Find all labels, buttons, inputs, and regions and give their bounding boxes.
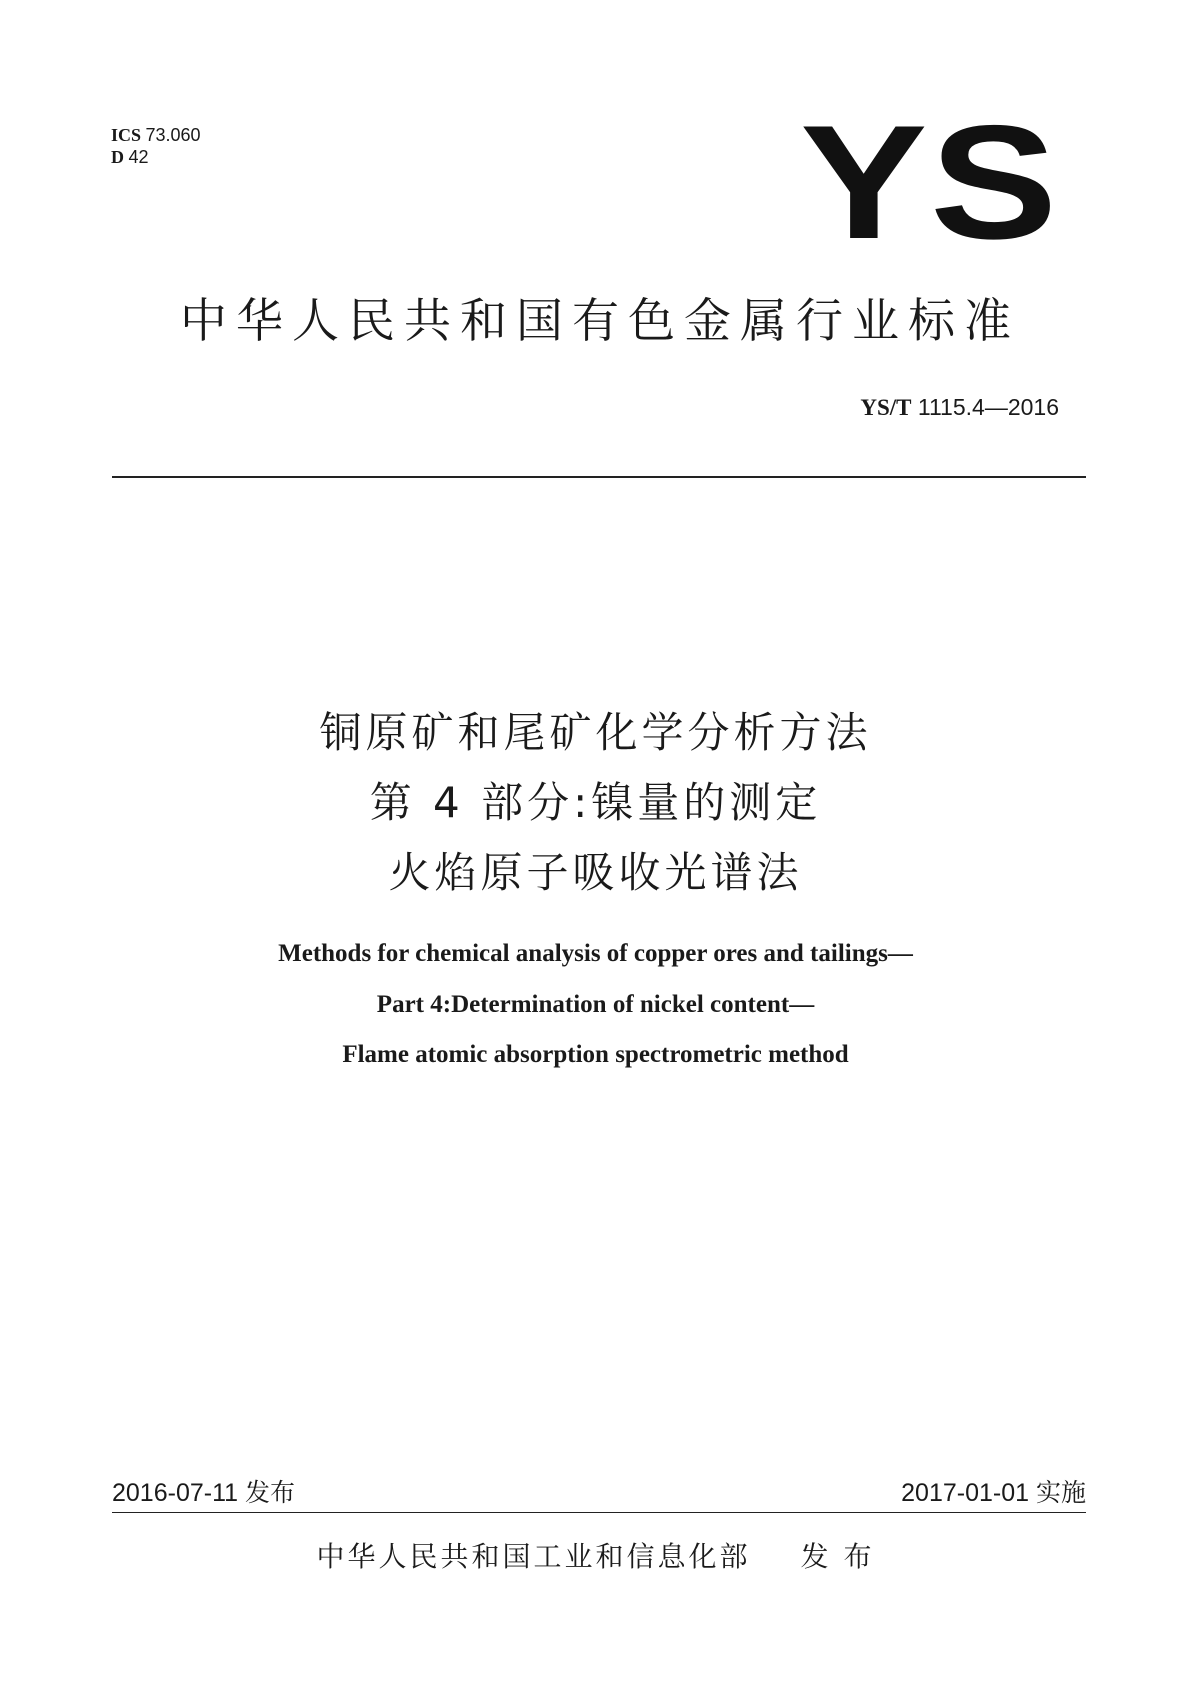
ys-logo: YS [800, 92, 1060, 273]
title-en-line-3: Flame atomic absorption spectrometric method [342, 1041, 849, 1068]
classification-codes [111, 124, 201, 168]
standard-number [860, 393, 1059, 422]
issue-label: 发布 [244, 1478, 295, 1507]
title-en-line-2: Part 4:Determination of nickel content— [376, 991, 815, 1018]
title-en-line-1: Methods for chemical analysis of copper ores and tailings— [278, 940, 913, 967]
standard-prefix: YS/T [860, 395, 912, 420]
title-zh-line-3: 火焰原子吸收光谱法 [388, 848, 803, 897]
footer-issuer [0, 1538, 1191, 1576]
issue-date: 2016-07-11 [112, 1479, 239, 1507]
title-zh-line-1: 铜原矿和尾矿化学分析方法 [319, 708, 872, 757]
title-zh-line-2: 第 4 部分:镍量的测定 [369, 778, 822, 827]
header-divider [112, 476, 1086, 478]
implement-date: 2017-01-01 [901, 1479, 1030, 1507]
issue-date-block [112, 1478, 295, 1508]
ics-label: ICS [111, 125, 142, 145]
ccs-value: 42 [128, 147, 149, 167]
implement-date-block [901, 1478, 1086, 1508]
ics-value: 73.060 [145, 125, 201, 145]
ccs-code [111, 146, 201, 168]
ccs-label: D [111, 147, 124, 167]
industry-standard-heading: 中华人民共和国有色金属行业标准 [180, 294, 1020, 349]
footer-divider [112, 1512, 1086, 1513]
issuer-action: 发 布 [800, 1540, 875, 1573]
implement-label: 实施 [1035, 1478, 1086, 1507]
issuer-name: 中华人民共和国工业和信息化部 [316, 1540, 751, 1573]
standard-number-value: 1115.4—2016 [917, 394, 1059, 420]
ics-code [111, 124, 201, 146]
